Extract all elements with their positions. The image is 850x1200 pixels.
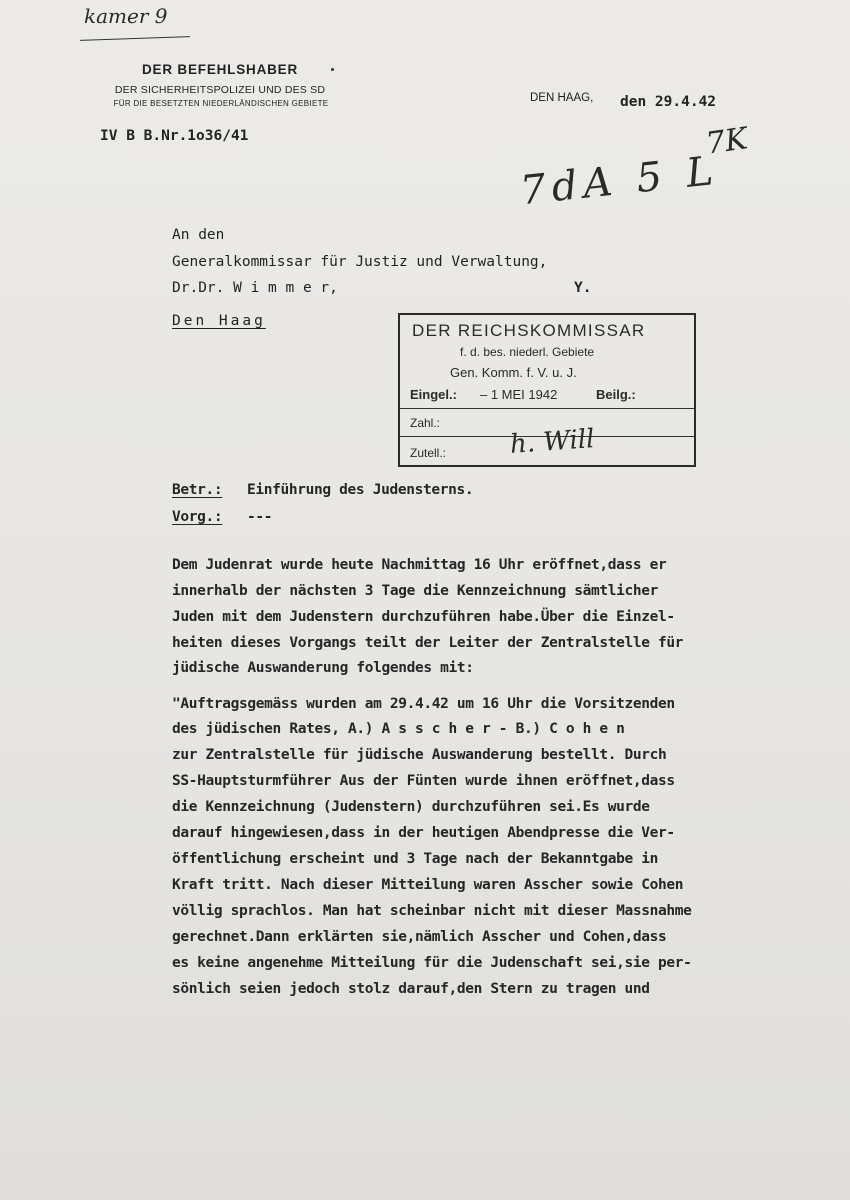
- address-line-2: Generalkommissar für Justiz und Verwaltung,: [172, 254, 548, 270]
- stamp-rule-1: [400, 408, 694, 409]
- handwritten-file-mark: 7dA 5 L: [518, 147, 722, 215]
- address-line-3: Dr.Dr. W i m m e r,: [172, 280, 338, 296]
- body-line: des jüdischen Rates, A.) A s s c h e r - B.) C o h e n: [172, 721, 625, 737]
- address-line-1: An den: [172, 227, 225, 243]
- body-line: Dem Judenrat wurde heute Nachmittag 16 Uhr eröffnet,dass er: [172, 557, 667, 573]
- letterhead-region: FÜR DIE BESETZTEN NIEDERLÄNDISCHEN GEBIETE: [113, 99, 329, 108]
- body-line: "Auftragsgemäss wurden am 29.4.42 um 16 Uhr die Vorsitzenden: [172, 696, 675, 712]
- stamp-line-3: Gen. Komm. f. V. u. J.: [450, 365, 577, 380]
- subject-vorg-label: [172, 509, 222, 525]
- stamp-eingel-label: Eingel.:: [410, 387, 457, 402]
- body-line: Kraft tritt. Nach dieser Mitteilung waren Asscher sowie Cohen: [172, 877, 684, 893]
- body-line: SS-Hauptsturmführer Aus der Fünten wurde ihnen eröffnet,dass: [172, 773, 675, 789]
- stamp-received-date: – 1 MEI 1942: [480, 387, 558, 402]
- stamp-beilagen-label: Beilg.:: [596, 387, 636, 402]
- vorg-label: Vorg.:: [172, 509, 223, 525]
- body-line: Juden mit dem Judenstern durchzuführen habe.Über die Einzel-: [172, 609, 675, 625]
- body-line: innerhalb der nächsten 3 Tage die Kennzeichnung sämtlicher: [172, 583, 659, 599]
- letterhead-title: DER BEFEHLSHABER: [141, 62, 299, 77]
- stamp-title: DER REICHSKOMMISSAR: [412, 321, 646, 340]
- body-line: gerechnet.Dann erklärten sie,nämlich Asscher und Cohen,dass: [172, 929, 667, 945]
- body-line: es keine angenehme Mitteilung für die Judenschaft sei,sie per-: [172, 955, 692, 971]
- subject-betr-label: [172, 482, 222, 498]
- handwritten-underline: [80, 36, 190, 41]
- dateline-place: DEN HAAG,: [530, 92, 594, 104]
- body-line: jüdische Auswanderung folgendes mit:: [172, 660, 474, 676]
- handwritten-margin-note: 7K: [703, 121, 750, 162]
- body-line: sönlich seien jedoch stolz darauf,den Stern zu tragen und: [172, 981, 650, 997]
- stamp-zutell-label: Zutell.:: [410, 446, 447, 460]
- received-stamp: [398, 313, 696, 467]
- betr-label: Betr.:: [172, 482, 223, 498]
- body-line: darauf hingewiesen,dass in der heutigen Abendpresse die Ver-: [172, 825, 675, 841]
- stamp-line-2: f. d. bes. niederl. Gebiete: [460, 345, 595, 359]
- letterhead-subtitle: DER SICHERHEITSPOLIZEI UND DES SD: [114, 84, 326, 96]
- dateline-date: den 29.4.42: [620, 94, 717, 110]
- address-city: Den Haag: [172, 313, 266, 329]
- body-line: öffentlichung erscheint und 3 Tage nach der Bekanntgabe in: [172, 851, 659, 867]
- reference-number: IV B B.Nr.1o36/41: [100, 128, 249, 144]
- subject-betr-text: Einführung des Judensterns.: [247, 482, 474, 498]
- body-line: die Kennzeichnung (Judenstern) durchzuführen sei.Es wurde: [172, 799, 650, 815]
- body-line: völlig sprachlos. Man hat scheinbar nicht mit dieser Massnahme: [172, 903, 692, 919]
- handwritten-note-top-left: kamer 9: [84, 4, 168, 28]
- letterhead-dot: [331, 68, 334, 71]
- subject-vorg-text: ---: [247, 509, 273, 525]
- stamp-signature: h. Will: [509, 424, 596, 460]
- body-line: heiten dieses Vorgangs teilt der Leiter der Zentralstelle für: [172, 635, 684, 651]
- stamp-zahl-label: Zahl.:: [410, 416, 441, 430]
- address-mark: Y.: [574, 280, 592, 296]
- body-line: zur Zentralstelle für jüdische Auswanderung bestellt. Durch: [172, 747, 667, 763]
